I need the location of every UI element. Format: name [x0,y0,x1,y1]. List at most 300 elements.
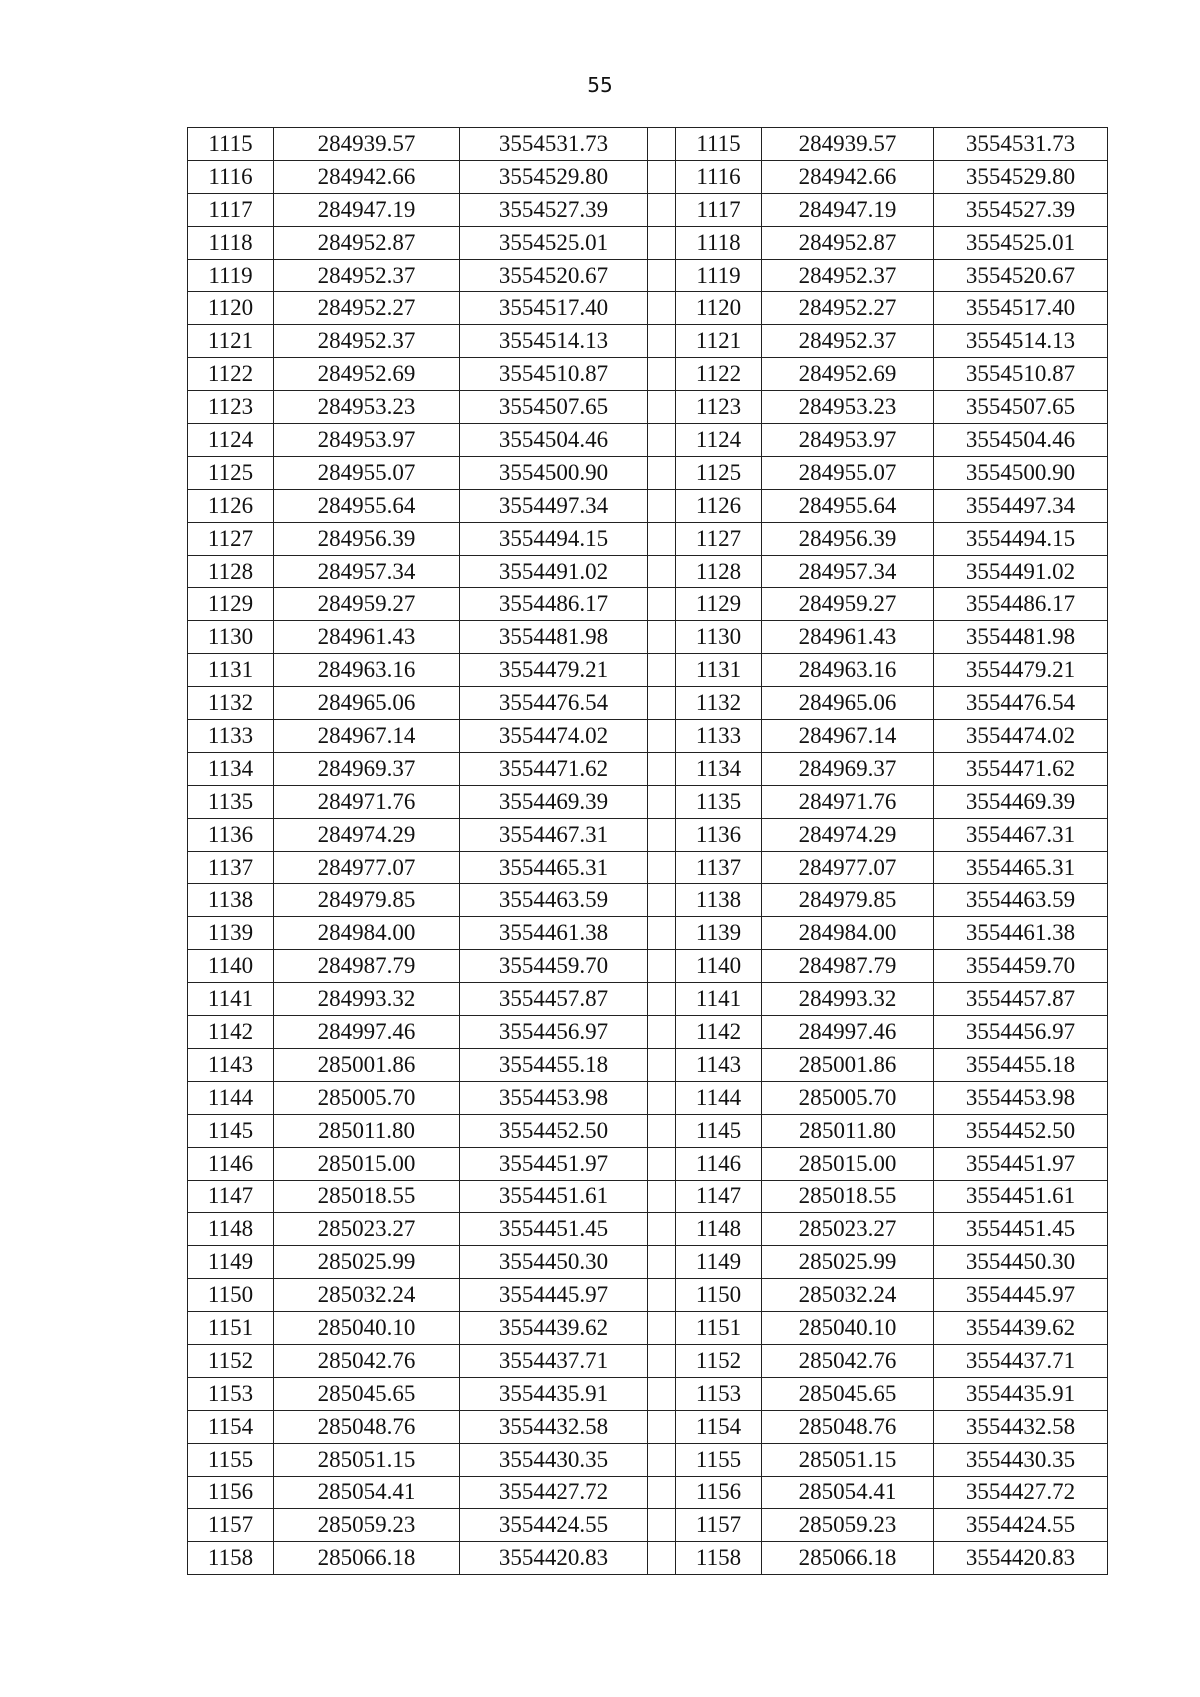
point-id-right-cell: 1146 [676,1147,762,1180]
point-id-right-cell: 1143 [676,1048,762,1081]
point-id-right-cell: 1153 [676,1377,762,1410]
spacer-cell [648,292,676,325]
point-id-right-cell: 1150 [676,1279,762,1312]
y-coord-left-cell: 3554529.80 [460,160,648,193]
x-coord-right-cell: 284952.37 [762,259,934,292]
point-id-right-cell: 1144 [676,1081,762,1114]
point-id-right-cell: 1125 [676,456,762,489]
point-id-left-cell: 1132 [188,687,274,720]
x-coord-right-cell: 285040.10 [762,1312,934,1345]
table-row [188,193,1108,226]
x-coord-left-cell: 285045.65 [274,1377,460,1410]
x-coord-left-cell: 285018.55 [274,1180,460,1213]
spacer-cell [648,325,676,358]
point-id-right-cell: 1124 [676,424,762,457]
y-coord-left-cell: 3554520.67 [460,259,648,292]
spacer-cell [648,1213,676,1246]
point-id-left-cell: 1151 [188,1312,274,1345]
point-id-left-cell: 1122 [188,358,274,391]
spacer-cell [648,1048,676,1081]
y-coord-left-cell: 3554497.34 [460,489,648,522]
x-coord-right-cell: 284993.32 [762,983,934,1016]
x-coord-left-cell: 285015.00 [274,1147,460,1180]
spacer-cell [648,785,676,818]
table-row [188,752,1108,785]
table-row [188,917,1108,950]
point-id-left-cell: 1154 [188,1410,274,1443]
spacer-cell [648,1344,676,1377]
x-coord-left-cell: 284952.87 [274,226,460,259]
x-coord-left-cell: 285048.76 [274,1410,460,1443]
point-id-right-cell: 1142 [676,1016,762,1049]
x-coord-left-cell: 284942.66 [274,160,460,193]
point-id-left-cell: 1131 [188,654,274,687]
point-id-left-cell: 1147 [188,1180,274,1213]
spacer-cell [648,424,676,457]
x-coord-right-cell: 285015.00 [762,1147,934,1180]
table-row [188,1443,1108,1476]
x-coord-right-cell: 284952.27 [762,292,934,325]
point-id-left-cell: 1155 [188,1443,274,1476]
y-coord-right-cell: 3554451.97 [934,1147,1108,1180]
point-id-left-cell: 1125 [188,456,274,489]
y-coord-right-cell: 3554479.21 [934,654,1108,687]
spacer-cell [648,1016,676,1049]
y-coord-right-cell: 3554465.31 [934,851,1108,884]
spacer-cell [648,456,676,489]
spacer-cell [648,391,676,424]
y-coord-right-cell: 3554457.87 [934,983,1108,1016]
table-row [188,654,1108,687]
spacer-cell [648,950,676,983]
y-coord-right-cell: 3554474.02 [934,720,1108,753]
y-coord-right-cell: 3554456.97 [934,1016,1108,1049]
point-id-right-cell: 1151 [676,1312,762,1345]
x-coord-left-cell: 285066.18 [274,1542,460,1575]
spacer-cell [648,1476,676,1509]
point-id-right-cell: 1158 [676,1542,762,1575]
x-coord-right-cell: 284977.07 [762,851,934,884]
x-coord-left-cell: 284971.76 [274,785,460,818]
y-coord-left-cell: 3554491.02 [460,555,648,588]
x-coord-right-cell: 284952.37 [762,325,934,358]
table-row [188,1542,1108,1575]
spacer-cell [648,1443,676,1476]
y-coord-right-cell: 3554430.35 [934,1443,1108,1476]
spacer-cell [648,259,676,292]
x-coord-left-cell: 285040.10 [274,1312,460,1345]
point-id-left-cell: 1152 [188,1344,274,1377]
point-id-right-cell: 1139 [676,917,762,950]
point-id-left-cell: 1127 [188,522,274,555]
point-id-right-cell: 1137 [676,851,762,884]
point-id-left-cell: 1115 [188,128,274,161]
spacer-cell [648,1279,676,1312]
y-coord-right-cell: 3554491.02 [934,555,1108,588]
y-coord-right-cell: 3554531.73 [934,128,1108,161]
point-id-right-cell: 1155 [676,1443,762,1476]
point-id-left-cell: 1120 [188,292,274,325]
table-row [188,1081,1108,1114]
point-id-right-cell: 1156 [676,1476,762,1509]
table-row [188,555,1108,588]
table-row [188,1016,1108,1049]
x-coord-left-cell: 284969.37 [274,752,460,785]
table-row [188,292,1108,325]
x-coord-right-cell: 285005.70 [762,1081,934,1114]
y-coord-right-cell: 3554439.62 [934,1312,1108,1345]
y-coord-right-cell: 3554500.90 [934,456,1108,489]
x-coord-left-cell: 284974.29 [274,818,460,851]
x-coord-left-cell: 284961.43 [274,621,460,654]
point-id-left-cell: 1117 [188,193,274,226]
x-coord-right-cell: 285048.76 [762,1410,934,1443]
spacer-cell [648,884,676,917]
x-coord-left-cell: 284955.07 [274,456,460,489]
point-id-left-cell: 1116 [188,160,274,193]
point-id-left-cell: 1133 [188,720,274,753]
point-id-right-cell: 1152 [676,1344,762,1377]
y-coord-right-cell: 3554452.50 [934,1114,1108,1147]
x-coord-right-cell: 285045.65 [762,1377,934,1410]
y-coord-right-cell: 3554510.87 [934,358,1108,391]
table-row [188,1246,1108,1279]
spacer-cell [648,226,676,259]
y-coord-left-cell: 3554455.18 [460,1048,648,1081]
x-coord-right-cell: 284959.27 [762,588,934,621]
y-coord-left-cell: 3554435.91 [460,1377,648,1410]
table-row [188,687,1108,720]
y-coord-left-cell: 3554486.17 [460,588,648,621]
y-coord-left-cell: 3554507.65 [460,391,648,424]
point-id-right-cell: 1131 [676,654,762,687]
y-coord-right-cell: 3554520.67 [934,259,1108,292]
x-coord-right-cell: 284956.39 [762,522,934,555]
spacer-cell [648,1410,676,1443]
x-coord-right-cell: 285054.41 [762,1476,934,1509]
spacer-cell [648,1312,676,1345]
y-coord-left-cell: 3554467.31 [460,818,648,851]
table-row [188,588,1108,621]
x-coord-left-cell: 284963.16 [274,654,460,687]
table-row [188,1410,1108,1443]
coordinate-table [187,127,1108,1575]
x-coord-left-cell: 284957.34 [274,555,460,588]
table-row [188,621,1108,654]
y-coord-left-cell: 3554481.98 [460,621,648,654]
point-id-left-cell: 1128 [188,555,274,588]
y-coord-right-cell: 3554494.15 [934,522,1108,555]
x-coord-left-cell: 284952.69 [274,358,460,391]
point-id-left-cell: 1158 [188,1542,274,1575]
table-row [188,1279,1108,1312]
spacer-cell [648,489,676,522]
y-coord-left-cell: 3554451.45 [460,1213,648,1246]
y-coord-left-cell: 3554430.35 [460,1443,648,1476]
point-id-left-cell: 1148 [188,1213,274,1246]
spacer-cell [648,917,676,950]
x-coord-left-cell: 284953.23 [274,391,460,424]
y-coord-left-cell: 3554452.50 [460,1114,648,1147]
point-id-left-cell: 1124 [188,424,274,457]
y-coord-left-cell: 3554500.90 [460,456,648,489]
table-row [188,128,1108,161]
spacer-cell [648,983,676,1016]
point-id-right-cell: 1149 [676,1246,762,1279]
y-coord-left-cell: 3554465.31 [460,851,648,884]
y-coord-right-cell: 3554420.83 [934,1542,1108,1575]
table-row [188,259,1108,292]
y-coord-left-cell: 3554457.87 [460,983,648,1016]
point-id-right-cell: 1135 [676,785,762,818]
y-coord-left-cell: 3554469.39 [460,785,648,818]
spacer-cell [648,720,676,753]
spacer-cell [648,160,676,193]
x-coord-right-cell: 284969.37 [762,752,934,785]
spacer-cell [648,522,676,555]
y-coord-right-cell: 3554463.59 [934,884,1108,917]
y-coord-left-cell: 3554420.83 [460,1542,648,1575]
x-coord-right-cell: 284997.46 [762,1016,934,1049]
y-coord-left-cell: 3554461.38 [460,917,648,950]
point-id-left-cell: 1121 [188,325,274,358]
spacer-cell [648,555,676,588]
spacer-cell [648,128,676,161]
x-coord-right-cell: 284952.69 [762,358,934,391]
x-coord-left-cell: 284947.19 [274,193,460,226]
spacer-cell [648,818,676,851]
table-row [188,950,1108,983]
point-id-right-cell: 1118 [676,226,762,259]
point-id-left-cell: 1157 [188,1509,274,1542]
y-coord-left-cell: 3554471.62 [460,752,648,785]
x-coord-right-cell: 284965.06 [762,687,934,720]
point-id-right-cell: 1116 [676,160,762,193]
x-coord-right-cell: 285059.23 [762,1509,934,1542]
x-coord-right-cell: 284955.07 [762,456,934,489]
table-row [188,884,1108,917]
y-coord-right-cell: 3554471.62 [934,752,1108,785]
spacer-cell [648,1180,676,1213]
point-id-left-cell: 1143 [188,1048,274,1081]
table-row [188,983,1108,1016]
table-row [188,818,1108,851]
point-id-right-cell: 1134 [676,752,762,785]
x-coord-right-cell: 285032.24 [762,1279,934,1312]
x-coord-left-cell: 285051.15 [274,1443,460,1476]
x-coord-left-cell: 284952.37 [274,325,460,358]
point-id-right-cell: 1129 [676,588,762,621]
x-coord-right-cell: 285066.18 [762,1542,934,1575]
table-row [188,325,1108,358]
y-coord-left-cell: 3554451.61 [460,1180,648,1213]
table-row [188,1476,1108,1509]
x-coord-right-cell: 284955.64 [762,489,934,522]
point-id-left-cell: 1126 [188,489,274,522]
x-coord-left-cell: 284977.07 [274,851,460,884]
x-coord-left-cell: 284959.27 [274,588,460,621]
point-id-right-cell: 1132 [676,687,762,720]
point-id-right-cell: 1141 [676,983,762,1016]
y-coord-left-cell: 3554527.39 [460,193,648,226]
y-coord-right-cell: 3554459.70 [934,950,1108,983]
table-row [188,720,1108,753]
point-id-right-cell: 1130 [676,621,762,654]
x-coord-right-cell: 284957.34 [762,555,934,588]
spacer-cell [648,1147,676,1180]
point-id-left-cell: 1130 [188,621,274,654]
y-coord-left-cell: 3554514.13 [460,325,648,358]
y-coord-left-cell: 3554427.72 [460,1476,648,1509]
y-coord-left-cell: 3554451.97 [460,1147,648,1180]
spacer-cell [648,752,676,785]
x-coord-left-cell: 284955.64 [274,489,460,522]
y-coord-left-cell: 3554525.01 [460,226,648,259]
x-coord-right-cell: 284942.66 [762,160,934,193]
x-coord-right-cell: 285051.15 [762,1443,934,1476]
point-id-right-cell: 1115 [676,128,762,161]
point-id-right-cell: 1127 [676,522,762,555]
table-row [188,1377,1108,1410]
x-coord-left-cell: 284993.32 [274,983,460,1016]
x-coord-left-cell: 285001.86 [274,1048,460,1081]
x-coord-left-cell: 284984.00 [274,917,460,950]
point-id-right-cell: 1136 [676,818,762,851]
x-coord-left-cell: 284952.37 [274,259,460,292]
spacer-cell [648,1246,676,1279]
point-id-right-cell: 1126 [676,489,762,522]
y-coord-left-cell: 3554456.97 [460,1016,648,1049]
y-coord-left-cell: 3554450.30 [460,1246,648,1279]
y-coord-right-cell: 3554517.40 [934,292,1108,325]
x-coord-right-cell: 284987.79 [762,950,934,983]
table-row [188,1509,1108,1542]
y-coord-right-cell: 3554525.01 [934,226,1108,259]
x-coord-right-cell: 285025.99 [762,1246,934,1279]
point-id-right-cell: 1123 [676,391,762,424]
point-id-left-cell: 1141 [188,983,274,1016]
y-coord-right-cell: 3554450.30 [934,1246,1108,1279]
x-coord-right-cell: 284953.23 [762,391,934,424]
y-coord-right-cell: 3554486.17 [934,588,1108,621]
table-row [188,391,1108,424]
x-coord-left-cell: 285054.41 [274,1476,460,1509]
x-coord-left-cell: 285005.70 [274,1081,460,1114]
point-id-left-cell: 1153 [188,1377,274,1410]
x-coord-right-cell: 285023.27 [762,1213,934,1246]
point-id-left-cell: 1149 [188,1246,274,1279]
x-coord-left-cell: 284952.27 [274,292,460,325]
spacer-cell [648,654,676,687]
table-row [188,1213,1108,1246]
point-id-left-cell: 1140 [188,950,274,983]
point-id-right-cell: 1121 [676,325,762,358]
y-coord-right-cell: 3554481.98 [934,621,1108,654]
table-row [188,226,1108,259]
y-coord-right-cell: 3554432.58 [934,1410,1108,1443]
x-coord-right-cell: 285018.55 [762,1180,934,1213]
point-id-right-cell: 1122 [676,358,762,391]
y-coord-right-cell: 3554427.72 [934,1476,1108,1509]
y-coord-right-cell: 3554529.80 [934,160,1108,193]
table-row [188,522,1108,555]
x-coord-right-cell: 285011.80 [762,1114,934,1147]
x-coord-right-cell: 284967.14 [762,720,934,753]
y-coord-right-cell: 3554445.97 [934,1279,1108,1312]
table-row [188,785,1108,818]
y-coord-right-cell: 3554451.45 [934,1213,1108,1246]
table-row [188,1344,1108,1377]
table-row [188,1312,1108,1345]
table-row [188,424,1108,457]
y-coord-right-cell: 3554453.98 [934,1081,1108,1114]
x-coord-left-cell: 284953.97 [274,424,460,457]
x-coord-right-cell: 284939.57 [762,128,934,161]
y-coord-right-cell: 3554424.55 [934,1509,1108,1542]
spacer-cell [648,1114,676,1147]
x-coord-left-cell: 285023.27 [274,1213,460,1246]
point-id-left-cell: 1138 [188,884,274,917]
spacer-cell [648,687,676,720]
y-coord-right-cell: 3554461.38 [934,917,1108,950]
x-coord-right-cell: 285042.76 [762,1344,934,1377]
y-coord-left-cell: 3554437.71 [460,1344,648,1377]
x-coord-left-cell: 284939.57 [274,128,460,161]
point-id-left-cell: 1134 [188,752,274,785]
y-coord-left-cell: 3554439.62 [460,1312,648,1345]
table-row [188,1180,1108,1213]
spacer-cell [648,193,676,226]
y-coord-left-cell: 3554479.21 [460,654,648,687]
spacer-cell [648,1377,676,1410]
point-id-right-cell: 1145 [676,1114,762,1147]
point-id-right-cell: 1119 [676,259,762,292]
x-coord-left-cell: 285042.76 [274,1344,460,1377]
x-coord-right-cell: 284984.00 [762,917,934,950]
x-coord-left-cell: 284967.14 [274,720,460,753]
y-coord-left-cell: 3554424.55 [460,1509,648,1542]
x-coord-right-cell: 284947.19 [762,193,934,226]
x-coord-left-cell: 285025.99 [274,1246,460,1279]
x-coord-right-cell: 284952.87 [762,226,934,259]
x-coord-right-cell: 284963.16 [762,654,934,687]
y-coord-right-cell: 3554507.65 [934,391,1108,424]
point-id-left-cell: 1129 [188,588,274,621]
x-coord-left-cell: 284956.39 [274,522,460,555]
y-coord-right-cell: 3554451.61 [934,1180,1108,1213]
y-coord-right-cell: 3554527.39 [934,193,1108,226]
spacer-cell [648,1542,676,1575]
x-coord-left-cell: 284965.06 [274,687,460,720]
table-row [188,1147,1108,1180]
y-coord-right-cell: 3554437.71 [934,1344,1108,1377]
point-id-right-cell: 1140 [676,950,762,983]
x-coord-left-cell: 285032.24 [274,1279,460,1312]
spacer-cell [648,358,676,391]
point-id-right-cell: 1157 [676,1509,762,1542]
point-id-right-cell: 1154 [676,1410,762,1443]
y-coord-left-cell: 3554510.87 [460,358,648,391]
y-coord-left-cell: 3554517.40 [460,292,648,325]
y-coord-right-cell: 3554467.31 [934,818,1108,851]
page-number: 55 [587,73,613,97]
point-id-left-cell: 1156 [188,1476,274,1509]
table-row [188,851,1108,884]
y-coord-left-cell: 3554504.46 [460,424,648,457]
point-id-left-cell: 1144 [188,1081,274,1114]
point-id-right-cell: 1148 [676,1213,762,1246]
point-id-left-cell: 1135 [188,785,274,818]
